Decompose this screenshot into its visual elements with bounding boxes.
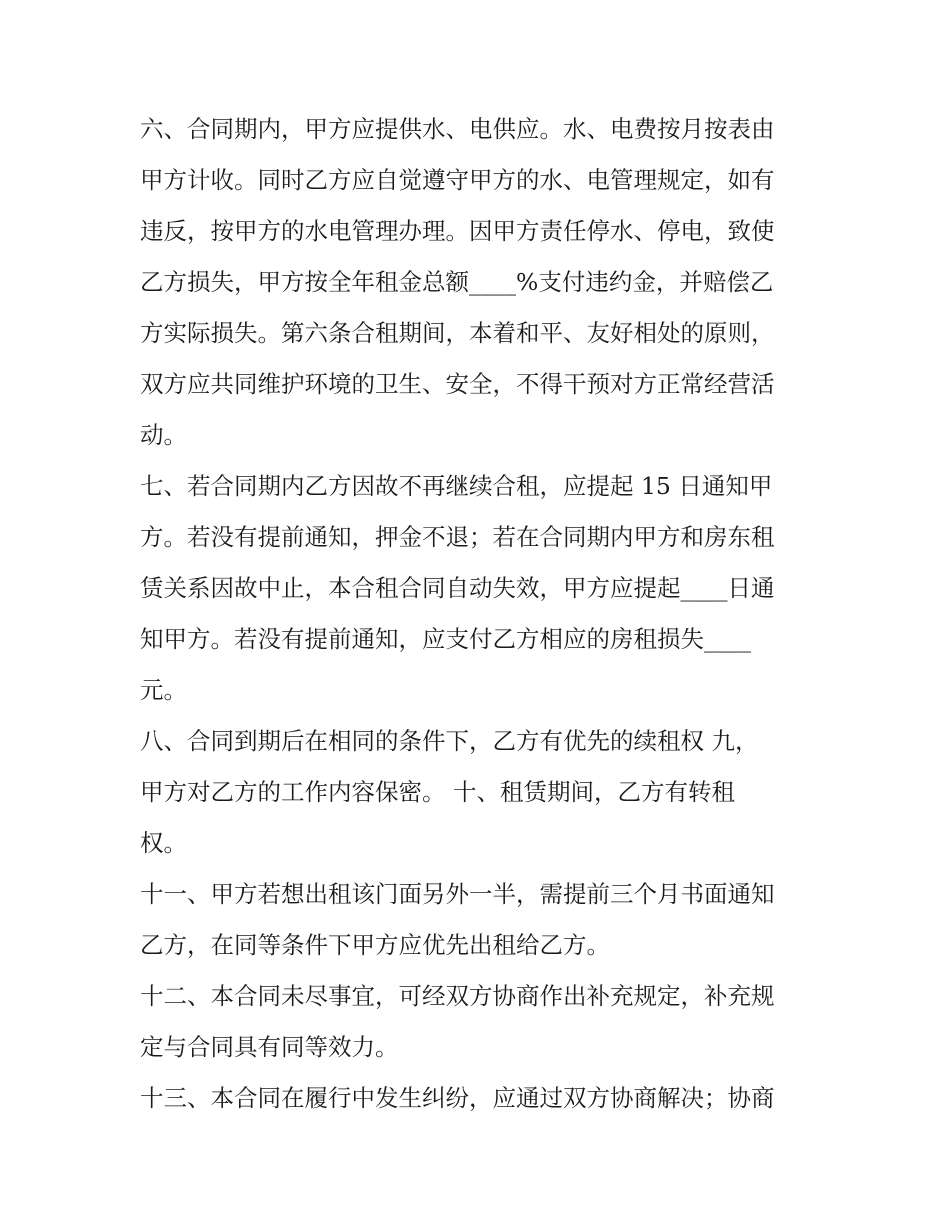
text-line: 十三、本合同在履行中发生纠纷，应通过双方协商解决；协商 [140, 1084, 775, 1112]
text-line: 定与合同具有同等效力。 [140, 1033, 399, 1061]
text-line: 十二、本合同未尽事宜，可经双方协商作出补充规定，补充规 [140, 982, 775, 1010]
text-line: 违反，按甲方的水电管理办理。因甲方责任停水、停电，致使 [140, 217, 775, 245]
text-line: 方。若没有提前通知，押金不退；若在合同期内甲方和房东租 [140, 523, 775, 551]
text-line: 甲方计收。同时乙方应自觉遵守甲方的水、电管理规定，如有 [140, 166, 775, 194]
text-line: 乙方，在同等条件下甲方应优先出租给乙方。 [140, 931, 610, 959]
paragraph-6 [140, 104, 820, 461]
paragraph-11 [140, 869, 820, 971]
text-line: 方实际损失。第六条合租期间，本着和平、友好相处的原则， [140, 319, 775, 347]
text-line: 知甲方。若没有提前通知，应支付乙方相应的房租损失____ [140, 625, 751, 653]
text-line: 乙方损失，甲方按全年租金总额____%支付违约金，并赔偿乙 [140, 268, 774, 296]
paragraph-13 [140, 1073, 820, 1124]
text-line: 八、合同到期后在相同的条件下，乙方有优先的续租权 九， [140, 727, 759, 755]
text-line: 赁关系因故中止，本合租合同自动失效，甲方应提起____日通 [140, 574, 775, 602]
text-line: 六、合同期内，甲方应提供水、电供应。水、电费按月按表由 [140, 115, 775, 143]
paragraph-12 [140, 971, 820, 1073]
paragraph-7 [140, 461, 820, 716]
text-line: 十一、甲方若想出租该门面另外一半，需提前三个月书面通知 [140, 880, 775, 908]
text-line: 动。 [140, 421, 187, 449]
text-line: 元。 [140, 676, 187, 704]
contract-body [140, 104, 820, 1124]
text-line: 七、若合同期内乙方因故不再继续合租，应提起 15 日通知甲 [140, 472, 773, 500]
text-line: 双方应共同维护环境的卫生、安全，不得干预对方正常经营活 [140, 370, 775, 398]
paragraph-8 [140, 716, 820, 869]
text-line: 甲方对乙方的工作内容保密。 十、租赁期间，乙方有转租 [140, 778, 735, 806]
text-line: 权。 [140, 829, 187, 857]
